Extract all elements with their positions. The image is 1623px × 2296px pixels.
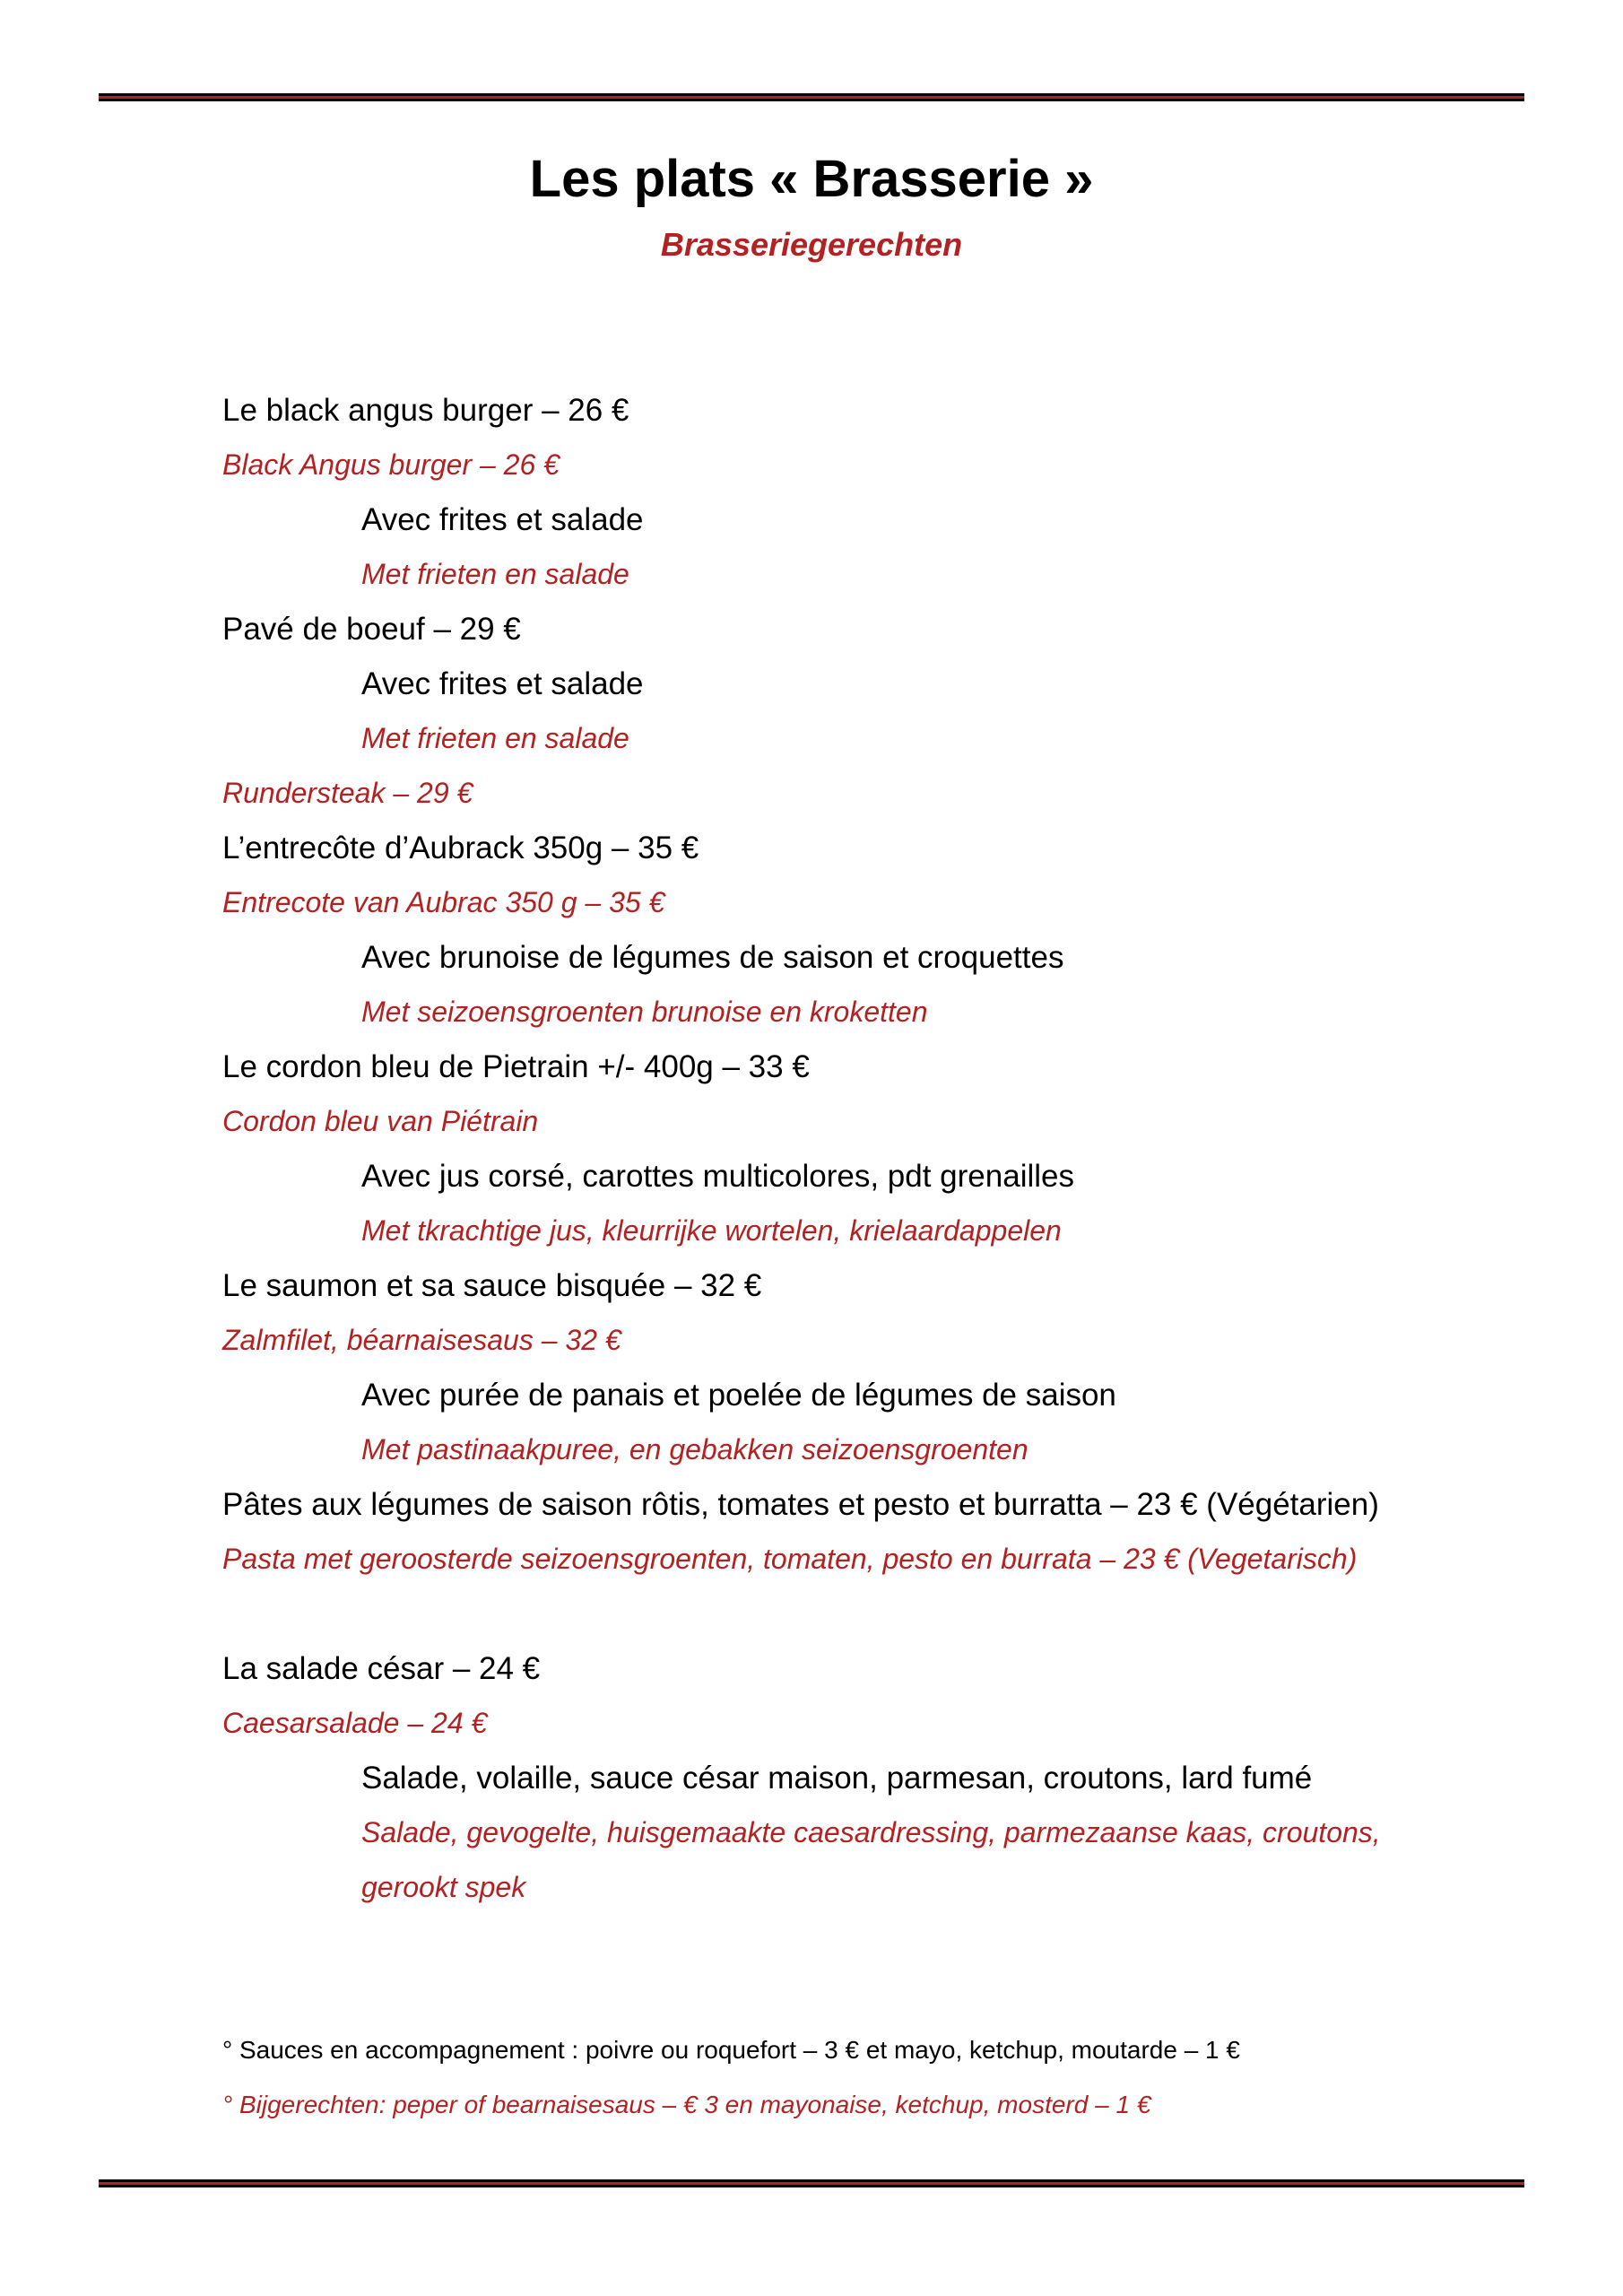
- dish-description-nl: Met seizoensgroenten brunoise en kroketten: [361, 996, 928, 1028]
- dish-description-nl: Met pastinaakpuree, en gebakken seizoensgroenten: [361, 1433, 1028, 1465]
- dish-name-nl: Cordon bleu van Piétrain: [222, 1105, 539, 1137]
- dish-name-nl: Rundersteak – 29 €: [222, 777, 473, 809]
- dish-name-fr: Le saumon et sa sauce bisquée – 32 €: [222, 1268, 762, 1303]
- dish-description-fr: Salade, volaille, sauce césar maison, parmesan, croutons, lard fumé: [361, 1761, 1313, 1796]
- bottom-divider-rule: [99, 2179, 1524, 2187]
- dish-name-fr: La salade césar – 24 €: [222, 1651, 541, 1686]
- dish-description-fr: Avec frites et salade: [361, 502, 644, 537]
- dish-name-fr: Pavé de boeuf – 29 €: [222, 612, 521, 647]
- menu-spacer: [222, 1587, 1549, 1641]
- footnote-sauces-nl: ° Bijgerechten: peper of bearnaisesaus – € 3 en mayonaise, ketchup, mosterd – 1 €: [222, 2091, 1151, 2118]
- dish-name-fr: Le cordon bleu de Pietrain +/- 400g – 33 €: [222, 1049, 810, 1084]
- dish-description-nl: Met tkrachtige jus, kleurrijke wortelen, krielaardappelen: [361, 1214, 1062, 1247]
- dish-description-fr: Avec jus corsé, carottes multicolores, pdt grenailles: [361, 1159, 1074, 1194]
- dish-description-fr: Avec purée de panais et poelée de légumes de saison: [361, 1378, 1116, 1413]
- dish-description-fr: Avec brunoise de légumes de saison et croquettes: [361, 940, 1064, 975]
- page-subtitle: Brasseriegerechten: [660, 226, 963, 263]
- dish-name-fr: L’entrecôte d’Aubrack 350g – 35 €: [222, 831, 699, 865]
- page-title: Les plats « Brasserie »: [529, 150, 1094, 208]
- dish-name-fr: Le black angus burger – 26 €: [222, 393, 629, 428]
- dish-name-fr: Pâtes aux légumes de saison rôtis, tomates et pesto et burratta – 23 € (Végétarien): [222, 1487, 1379, 1522]
- footnotes: [222, 2022, 1549, 2132]
- dish-name-nl: Caesarsalade – 24 €: [222, 1707, 488, 1739]
- dish-description-nl: Met frieten en salade: [361, 558, 629, 590]
- dish-description-nl: Salade, gevogelte, huisgemaakte caesardressing, parmezaanse kaas, croutons,: [361, 1816, 1381, 1848]
- top-divider-rule: [99, 93, 1524, 101]
- dish-description-nl: Met frieten en salade: [361, 722, 629, 754]
- dish-description-fr: Avec frites et salade: [361, 666, 644, 701]
- dish-name-nl: Black Angus burger – 26 €: [222, 448, 560, 481]
- dish-name-nl: Pasta met geroosterde seizoensgroenten, tomaten, pesto en burrata – 23 € (Vegetarisch): [222, 1543, 1358, 1575]
- menu-list: [222, 383, 1549, 1915]
- footnote-sauces-fr: ° Sauces en accompagnement : poivre ou roquefort – 3 € et mayo, ketchup, moutarde – 1 €: [222, 2036, 1240, 2064]
- dish-name-nl: Zalmfilet, béarnaisesaus – 32 €: [222, 1324, 621, 1356]
- dish-name-nl: Entrecote van Aubrac 350 g – 35 €: [222, 886, 665, 918]
- dish-description-nl: gerookt spek: [361, 1871, 526, 1903]
